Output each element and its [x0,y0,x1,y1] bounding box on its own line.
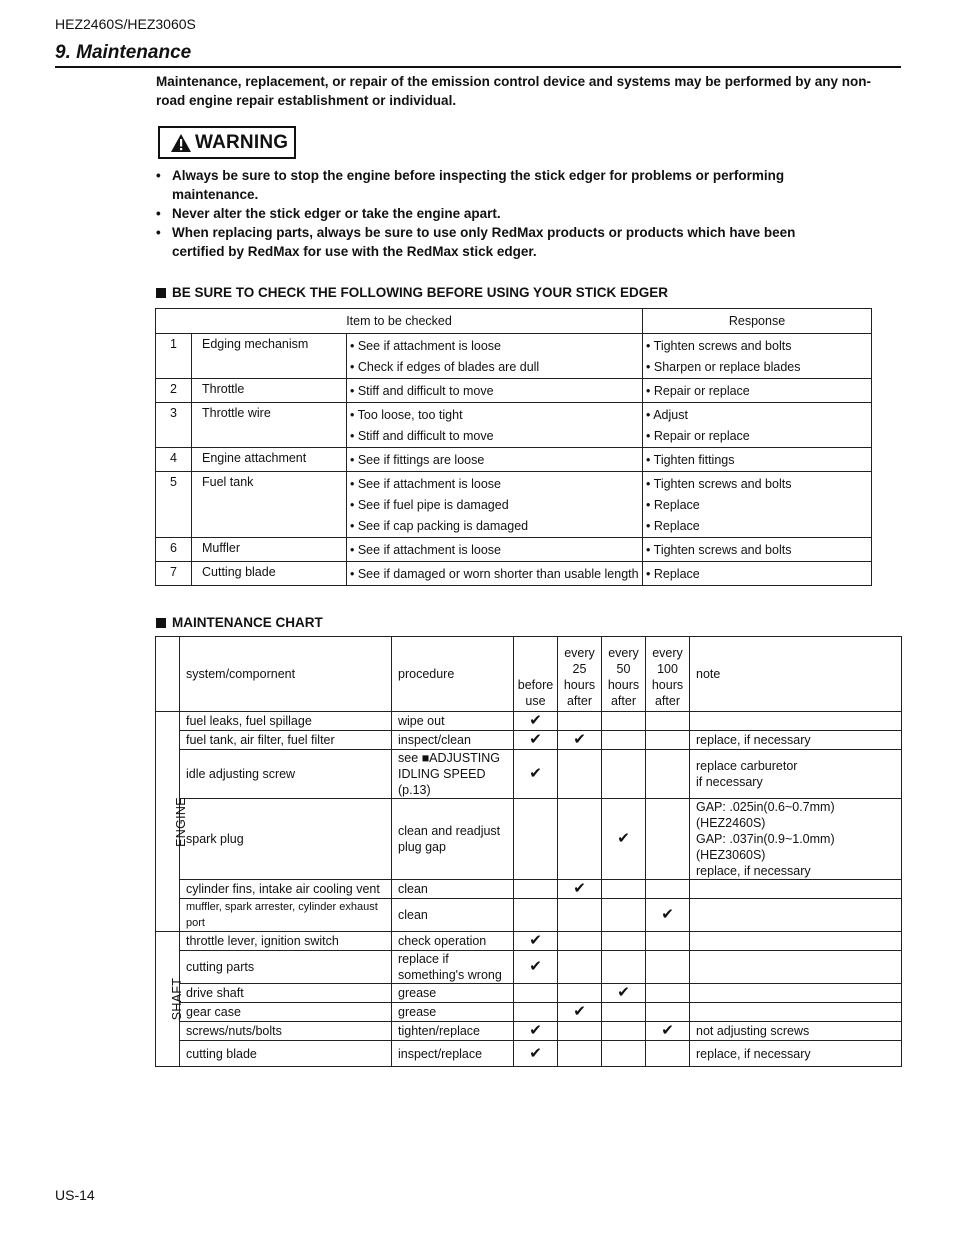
interval-check-cell [558,932,602,951]
interval-check-cell [514,1022,558,1041]
check-row-responses [643,379,872,403]
check-row-responses [643,334,872,379]
system-cell: cylinder fins, intake air cooling vent [180,880,392,899]
interval-check-cell [558,1041,602,1067]
every-100-hours-header: every 100 hours after [646,637,690,712]
procedure-header: procedure [392,637,514,712]
interval-check-cell [602,932,646,951]
procedure-line: check operation [398,934,487,948]
note-line: replace carburetor [696,759,798,773]
maintenance-row [156,932,902,951]
check-row-responses [643,562,872,586]
system-cell: gear case [180,1003,392,1022]
check-line: • Stiff and difficult to move [350,384,494,398]
warning-list [156,166,846,261]
check-row [156,379,872,403]
response-line: • Adjust [646,408,688,422]
check-line: • Too loose, too tight [350,408,463,422]
procedure-line: see ■ADJUSTING [398,751,501,765]
interval-check-cell [514,899,558,932]
interval-check-cell [558,731,602,750]
system-header: system/compornent [180,637,392,712]
maintenance-row [156,1003,902,1022]
interval-check-cell [602,712,646,731]
interval-check-cell [602,951,646,984]
response-line: • Repair or replace [646,429,750,443]
interval-check-cell [558,951,602,984]
maintenance-table-body [156,712,902,1067]
check-mark-icon: ✔ [529,958,542,975]
procedure-cell [392,1022,514,1041]
procedure-cell [392,750,514,799]
note-cell [690,1003,902,1022]
procedure-line: plug gap [398,840,446,854]
check-mark-icon: ✔ [661,906,674,923]
check-row [156,472,872,538]
response-line: • Tighten screws and bolts [646,543,792,557]
check-row [156,562,872,586]
system-cell: muffler, spark arrester, cylinder exhaust port [180,899,392,932]
interval-check-cell [646,1022,690,1041]
interval-check-cell [558,712,602,731]
section-title: 9. Maintenance [55,42,192,63]
interval-check-cell [602,899,646,932]
interval-check-cell [514,932,558,951]
response-line: • Repair or replace [646,384,750,398]
check-row-responses [643,403,872,448]
warning-triangle-icon [170,133,192,153]
warning-item: • Always be sure to stop the engine before inspecting the stick edger for problems or performing maintenance. [156,168,785,202]
model-header: HEZ2460S/HEZ3060S [55,16,196,32]
check-row-number: 3 [156,403,192,448]
note-cell [690,799,902,880]
group-label-engine: ENGINE [156,712,180,932]
check-row-checks [347,538,643,562]
maintenance-header-row [156,637,902,712]
procedure-line: inspect/clean [398,733,471,747]
check-mark-icon: ✔ [617,830,630,847]
procedure-cell [392,951,514,984]
group-header-blank [156,637,180,712]
check-row-responses [643,472,872,538]
system-cell: throttle lever, ignition switch [180,932,392,951]
interval-check-cell [602,984,646,1003]
interval-check-cell [646,712,690,731]
interval-check-cell [602,1003,646,1022]
note-cell [690,731,902,750]
procedure-line: clean [398,882,428,896]
note-line: replace, if necessary [696,1046,811,1061]
before-use-header: before use [514,637,558,712]
check-row-item: Throttle wire [192,403,347,448]
check-line: • See if attachment is loose [350,543,501,557]
check-mark-icon: ✔ [529,731,542,748]
check-mark-icon: ✔ [661,1022,674,1039]
response-line: • Replace [646,498,700,512]
interval-check-cell [646,932,690,951]
note-cell [690,1022,902,1041]
procedure-cell [392,1041,514,1067]
check-row-responses [643,448,872,472]
check-mark-icon: ✔ [529,1022,542,1039]
check-row-number: 6 [156,538,192,562]
check-line: • See if fittings are loose [350,453,485,467]
note-cell [690,899,902,932]
every-50-hours-header: every 50 hours after [602,637,646,712]
maintenance-row [156,731,902,750]
procedure-line: grease [398,1005,437,1019]
note-cell [690,984,902,1003]
check-row-number: 1 [156,334,192,379]
check-line: • See if attachment is loose [350,339,501,353]
response-header: Response [643,309,872,334]
procedure-line: grease [398,986,437,1000]
warning-box [158,126,296,159]
check-row-item: Throttle [192,379,347,403]
response-line: • Sharpen or replace blades [646,360,801,374]
interval-check-cell [514,984,558,1003]
note-cell [690,951,902,984]
check-line: • See if attachment is loose [350,477,501,491]
check-mark-icon: ✔ [573,1003,586,1020]
procedure-line: clean [398,908,428,922]
procedure-line: inspect/replace [398,1046,483,1061]
check-row-checks [347,472,643,538]
system-cell: cutting parts [180,951,392,984]
check-row-item: Edging mechanism [192,334,347,379]
procedure-cell [392,1003,514,1022]
note-cell [690,932,902,951]
maintenance-row [156,951,902,984]
note-line: replace, if necessary [696,733,811,747]
system-cell: idle adjusting screw [180,750,392,799]
interval-check-cell [558,799,602,880]
interval-check-cell [558,1003,602,1022]
every-25-hours-header: every 25 hours after [558,637,602,712]
interval-check-cell [514,1041,558,1067]
interval-check-cell [558,984,602,1003]
system-cell: spark plug [180,799,392,880]
warning-item: • Never alter the stick edger or take the engine apart. [156,206,501,221]
check-row-item: Muffler [192,538,347,562]
system-cell: fuel leaks, fuel spillage [180,712,392,731]
maintenance-table [155,636,902,1067]
procedure-cell [392,799,514,880]
maintenance-row [156,1022,902,1041]
procedure-line: something's wrong [398,968,502,982]
page-number: US-14 [55,1187,95,1203]
note-line: if necessary [696,775,763,789]
maintenance-row [156,984,902,1003]
interval-check-cell [514,731,558,750]
interval-check-cell [602,750,646,799]
check-row-checks [347,334,643,379]
interval-check-cell [514,712,558,731]
check-row-item: Fuel tank [192,472,347,538]
interval-check-cell [602,731,646,750]
check-row [156,448,872,472]
system-cell: drive shaft [180,984,392,1003]
interval-check-cell [646,1003,690,1022]
procedure-cell [392,932,514,951]
note-cell [690,750,902,799]
check-mark-icon: ✔ [529,1044,542,1062]
check-table-header [156,309,872,334]
procedure-line: wipe out [398,714,445,728]
note-line: GAP: .025in(0.6~0.7mm) (HEZ2460S) [696,800,835,830]
response-line: • Replace [646,519,700,533]
check-row-checks [347,379,643,403]
interval-check-cell [558,1022,602,1041]
interval-check-cell [646,1041,690,1067]
check-heading: BE SURE TO CHECK THE FOLLOWING BEFORE USING YOUR STICK EDGER [156,285,668,300]
system-cell: screws/nuts/bolts [180,1022,392,1041]
interval-check-cell [646,799,690,880]
check-row-number: 2 [156,379,192,403]
square-bullet-icon [156,288,166,298]
warning-label: WARNING [195,131,289,153]
check-row-checks [347,403,643,448]
procedure-line: clean and readjust [398,824,501,838]
item-header: Item to be checked [156,309,643,334]
response-line: • Tighten fittings [646,453,735,467]
interval-check-cell [602,1022,646,1041]
interval-check-cell [602,1041,646,1067]
warning-item: • When replacing parts, always be sure to use only RedMax products or products which have been certified by RedMax for use with the RedMax stick edger. [156,225,796,259]
procedure-cell [392,899,514,932]
check-line: • Stiff and difficult to move [350,429,494,443]
maintenance-row [156,880,902,899]
interval-check-cell [514,750,558,799]
response-line: • Replace [646,567,700,581]
procedure-cell [392,731,514,750]
check-row [156,403,872,448]
interval-check-cell [514,1003,558,1022]
check-line: • See if fuel pipe is damaged [350,498,509,512]
procedure-cell [392,984,514,1003]
maintenance-heading: MAINTENANCE CHART [156,615,323,630]
maintenance-row [156,899,902,932]
system-cell: cutting blade [180,1041,392,1067]
check-line: • Check if edges of blades are dull [350,360,540,374]
note-cell [690,1041,902,1067]
note-line: GAP: .037in(0.9~1.0mm) (HEZ3060S) [696,832,835,862]
maintenance-row [156,712,902,731]
response-line: • Tighten screws and bolts [646,477,792,491]
intro-paragraph: Maintenance, replacement, or repair of the emission control device and systems may be performed by any non-road engine repair establishment or individual. [156,74,871,108]
interval-check-cell [514,880,558,899]
interval-check-cell [558,750,602,799]
note-header: note [690,637,902,712]
check-mark-icon: ✔ [573,880,586,897]
interval-check-cell [646,731,690,750]
interval-check-cell [646,899,690,932]
check-mark-icon: ✔ [529,765,542,782]
system-cell: fuel tank, air filter, fuel filter [180,731,392,750]
response-line: • Tighten screws and bolts [646,339,792,353]
note-line: replace, if necessary [696,864,811,878]
interval-check-cell [646,880,690,899]
note-cell [690,712,902,731]
note-line: not adjusting screws [696,1024,810,1038]
interval-check-cell [558,880,602,899]
check-mark-icon: ✔ [529,712,542,729]
maintenance-row [156,750,902,799]
procedure-cell [392,880,514,899]
check-line: • See if damaged or worn shorter than usable length [350,567,639,581]
interval-check-cell [646,951,690,984]
check-table-body [156,334,872,586]
note-cell [690,880,902,899]
check-mark-icon: ✔ [573,731,586,748]
check-row-number: 7 [156,562,192,586]
interval-check-cell [602,880,646,899]
procedure-line: tighten/replace [398,1024,481,1038]
maintenance-row [156,799,902,880]
interval-check-cell [514,951,558,984]
interval-check-cell [646,750,690,799]
check-row-item: Engine attachment [192,448,347,472]
group-label-shaft: SHAFT [156,932,180,1067]
procedure-cell [392,712,514,731]
check-row-checks [347,562,643,586]
interval-check-cell [602,799,646,880]
check-table [155,308,872,586]
check-mark-icon: ✔ [617,984,630,1001]
interval-check-cell [558,899,602,932]
check-row-responses [643,538,872,562]
check-line: • See if cap packing is damaged [350,519,529,533]
check-row-number: 4 [156,448,192,472]
check-row-item: Cutting blade [192,562,347,586]
square-bullet-icon [156,618,166,628]
check-row [156,334,872,379]
check-row-checks [347,448,643,472]
procedure-line: IDLING SPEED (p.13) [398,767,486,797]
check-row-number: 5 [156,472,192,538]
interval-check-cell [646,984,690,1003]
title-rule [55,66,901,68]
check-mark-icon: ✔ [529,932,542,949]
maintenance-row [156,1041,902,1067]
check-row [156,538,872,562]
procedure-line: replace if [398,952,449,966]
interval-check-cell [514,799,558,880]
